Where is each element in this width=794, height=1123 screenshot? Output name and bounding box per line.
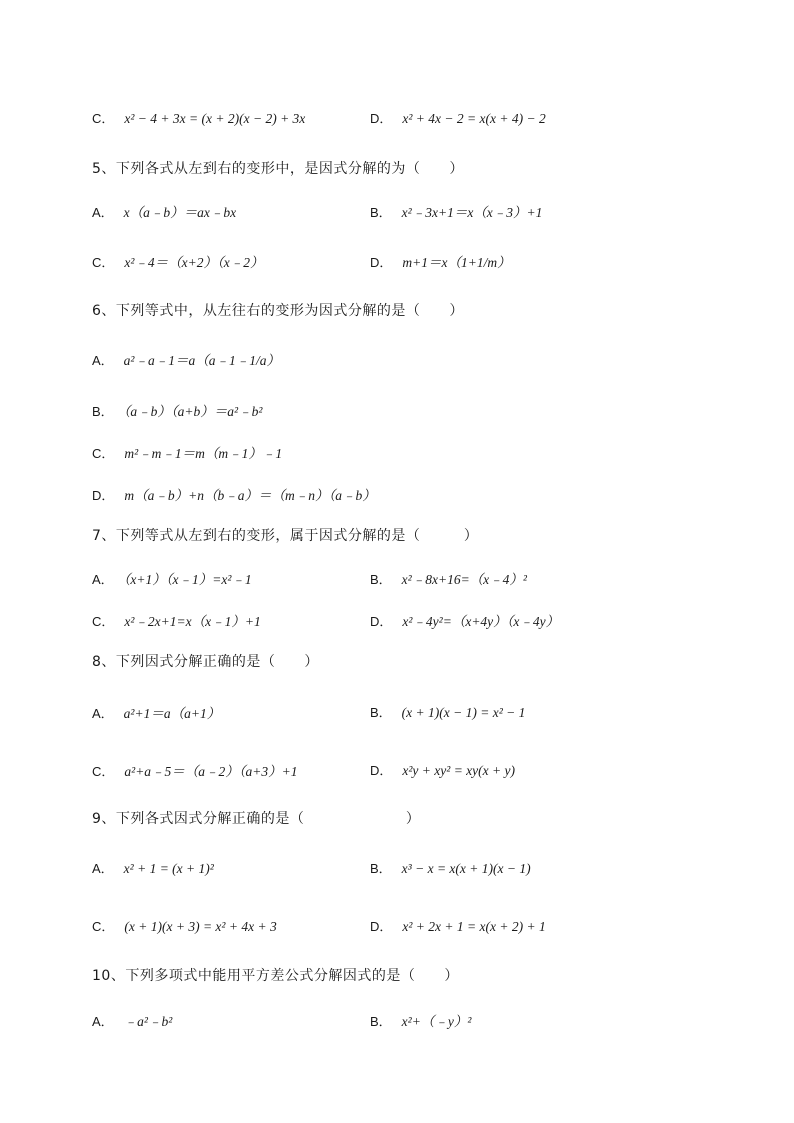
answer-option bbox=[370, 858, 531, 877]
option-expression: x² + 4x − 2 = x(x + 4) − 2 bbox=[402, 111, 546, 126]
answer-option bbox=[92, 610, 261, 630]
option-expression: a²+a﹣5＝（a﹣2）（a+3）+1 bbox=[124, 764, 298, 779]
answer-option bbox=[92, 251, 264, 271]
answer-option bbox=[92, 702, 220, 722]
option-expression: x²+（﹣y）² bbox=[401, 1014, 472, 1029]
answer-option bbox=[370, 251, 511, 271]
option-expression: m（a﹣b）+n（b﹣a）＝（m﹣n）（a﹣b） bbox=[124, 488, 376, 503]
option-label: D． bbox=[370, 111, 393, 126]
question-title: 6、下列等式中，从左往右的变形为因式分解的是（ ） bbox=[92, 303, 464, 319]
question-title: 7、下列等式从左到右的变形，属于因式分解的是（ ） bbox=[92, 528, 479, 544]
answer-option bbox=[370, 760, 515, 779]
answer-option bbox=[370, 916, 546, 935]
option-expression: m+1＝x（1+1/m） bbox=[402, 255, 511, 270]
option-label: B． bbox=[370, 861, 392, 876]
option-label: C． bbox=[92, 919, 115, 934]
option-expression: x³ − x = x(x + 1)(x − 1) bbox=[401, 861, 531, 876]
answer-option bbox=[370, 201, 542, 221]
option-expression: m²﹣m﹣1＝m（m﹣1）﹣1 bbox=[124, 446, 283, 461]
option-label: B． bbox=[370, 705, 392, 720]
option-label: B． bbox=[92, 404, 114, 419]
option-expression: a²+1＝a（a+1） bbox=[123, 706, 221, 721]
option-label: C． bbox=[92, 111, 115, 126]
answer-option bbox=[92, 916, 277, 935]
option-label: D． bbox=[370, 255, 393, 270]
option-expression: x²﹣3x+1＝x（x﹣3）+1 bbox=[401, 205, 543, 220]
question-title: 10、下列多项式中能用平方差公式分解因式的是（ ） bbox=[92, 968, 459, 984]
option-label: A． bbox=[92, 353, 114, 368]
answer-option bbox=[92, 400, 262, 420]
option-expression: (x + 1)(x + 3) = x² + 4x + 3 bbox=[124, 919, 277, 934]
option-label: A． bbox=[92, 572, 114, 587]
answer-option bbox=[92, 568, 252, 588]
option-expression: x（a﹣b）＝ax﹣bx bbox=[123, 205, 237, 220]
answer-option bbox=[370, 568, 527, 588]
option-expression: ﹣a²﹣b² bbox=[123, 1014, 173, 1029]
option-expression: (x + 1)(x − 1) = x² − 1 bbox=[401, 705, 526, 720]
answer-option bbox=[92, 760, 298, 780]
answer-option bbox=[370, 610, 559, 630]
option-label: C． bbox=[92, 446, 115, 461]
option-label: D． bbox=[370, 763, 393, 778]
option-expression: x²﹣8x+16=（x﹣4）² bbox=[401, 572, 527, 587]
option-label: D． bbox=[92, 488, 115, 503]
option-expression: x²﹣4y²=（x+4y）（x﹣4y） bbox=[402, 614, 560, 629]
option-expression: x²﹣2x+1=x（x﹣1）+1 bbox=[124, 614, 261, 629]
option-expression: （x+1）（x﹣1）=x²﹣1 bbox=[123, 572, 252, 587]
answer-option bbox=[370, 108, 546, 127]
option-label: B． bbox=[370, 1014, 392, 1029]
option-expression: a²﹣a﹣1＝a（a﹣1﹣1/a） bbox=[123, 353, 280, 368]
option-label: C． bbox=[92, 614, 115, 629]
option-label: A． bbox=[92, 205, 114, 220]
option-label: D． bbox=[370, 919, 393, 934]
option-label: A． bbox=[92, 706, 114, 721]
option-label: C． bbox=[92, 255, 115, 270]
answer-option bbox=[370, 1010, 471, 1030]
option-expression: x²﹣4＝（x+2）（x﹣2） bbox=[124, 255, 264, 270]
answer-option bbox=[92, 1010, 172, 1030]
answer-option bbox=[92, 108, 305, 127]
option-label: B． bbox=[370, 205, 392, 220]
answer-option bbox=[370, 702, 525, 721]
question-title: 5、下列各式从左到右的变形中，是因式分解的为（ ） bbox=[92, 161, 464, 177]
option-label: A． bbox=[92, 1014, 114, 1029]
option-expression: （a﹣b）（a+b）＝a²﹣b² bbox=[123, 404, 263, 419]
question-title: 9、下列各式因式分解正确的是（ ） bbox=[92, 811, 421, 827]
answer-option bbox=[92, 484, 376, 504]
answer-option bbox=[92, 442, 282, 462]
answer-option bbox=[92, 858, 214, 877]
option-label: C． bbox=[92, 764, 115, 779]
option-label: B． bbox=[370, 572, 392, 587]
answer-option bbox=[92, 349, 280, 369]
question-title: 8、下列因式分解正确的是（ ） bbox=[92, 654, 319, 670]
answer-option bbox=[92, 201, 236, 221]
option-expression: x² − 4 + 3x = (x + 2)(x − 2) + 3x bbox=[124, 111, 306, 126]
option-expression: x² + 1 = (x + 1)² bbox=[123, 861, 214, 876]
option-label: A． bbox=[92, 861, 114, 876]
option-expression: x² + 2x + 1 = x(x + 2) + 1 bbox=[402, 919, 546, 934]
option-label: D． bbox=[370, 614, 393, 629]
option-expression: x²y + xy² = xy(x + y) bbox=[402, 763, 515, 778]
